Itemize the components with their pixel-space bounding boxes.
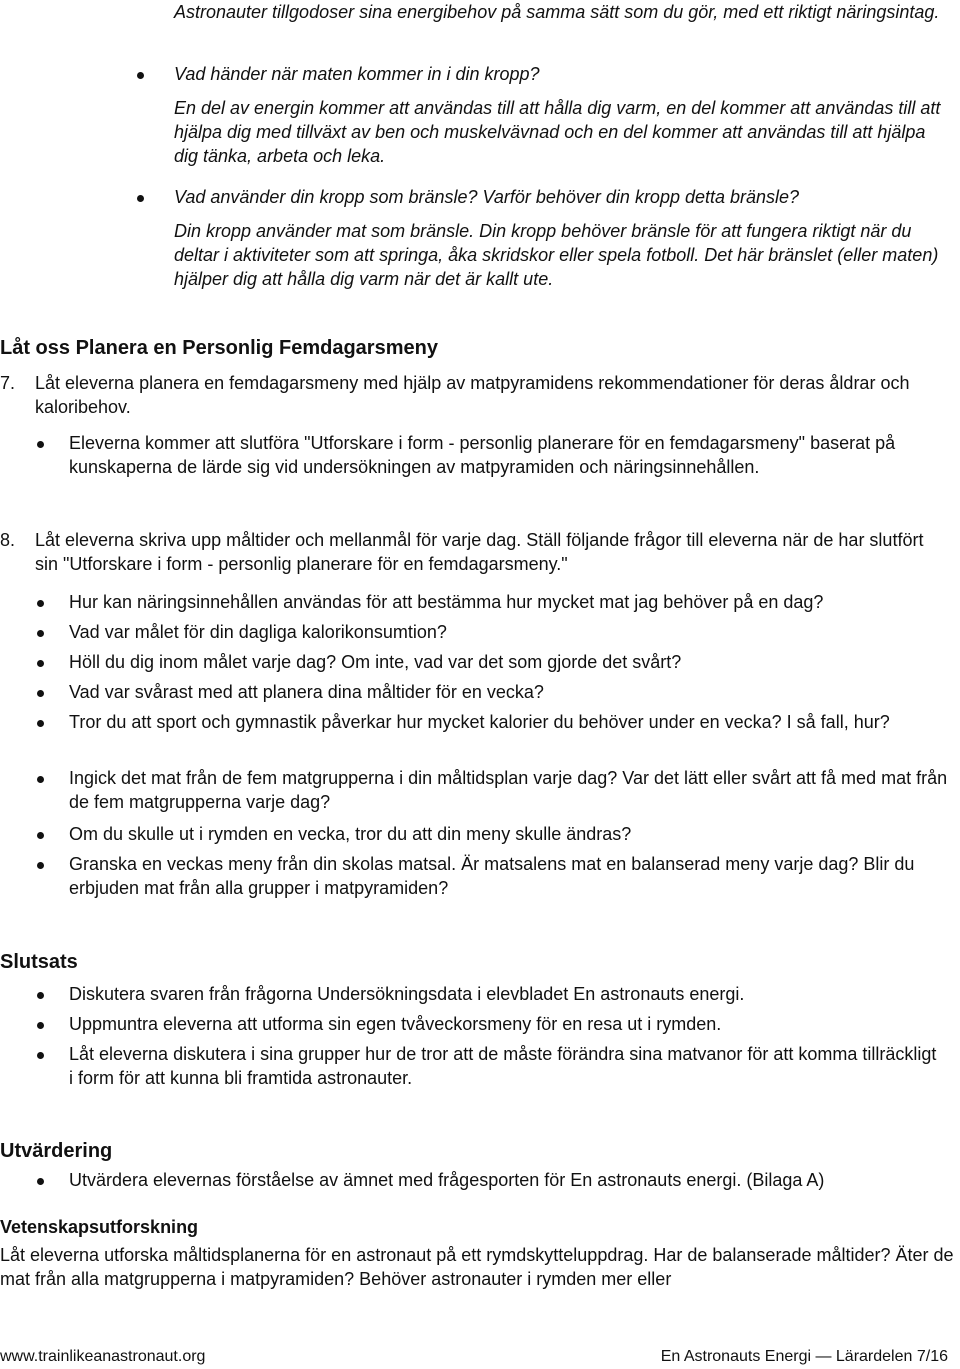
question-item: Om du skulle ut i rymden en vecka, tror du att din meny skulle ändras? bbox=[69, 824, 632, 844]
step-7-bullet: Eleverna kommer att slutföra "Utforskare i form - personlig planerare för en femdagarsmeny" baserat på kunskaperna de lärde sig vid undersökningen av matpyramiden och näringsinnehållen. bbox=[69, 433, 896, 477]
question-item: Höll du dig inom målet varje dag? Om inte, vad var det som gjorde det svårt? bbox=[69, 652, 682, 672]
bullet-icon bbox=[37, 1022, 44, 1029]
intro-paragraph: Astronauter tillgodoser sina energibehov på samma sätt som du gör, med ett riktigt näringsintag. bbox=[174, 2, 940, 22]
utvardering-heading: Utvärdering bbox=[0, 1140, 113, 1162]
question-item: Ingick det mat från de fem matgrupperna i din måltidsplan varje dag? Var det lätt eller svårt att få med mat från de fem matgrupperna varje dag? bbox=[69, 768, 948, 812]
intro-answer-2: Din kropp använder mat som bränsle. Din kropp behöver bränsle för att fungera riktigt när du deltar i aktiviteter som att springa, åka skridskor eller spela fotboll. Det här bränslet (eller maten) hjälper dig att hålla dig varm när det är kallt ute. bbox=[174, 221, 939, 289]
slutsats-item: Uppmuntra eleverna att utforma sin egen tvåveckorsmeny för en resa ut i rymden. bbox=[69, 1014, 722, 1034]
intro-question-1: Vad händer när maten kommer in i din kropp? bbox=[174, 64, 540, 84]
question-item: Vad var svårast med att planera dina måltider för en vecka? bbox=[69, 682, 544, 702]
footer-url-link[interactable]: www.trainlikeanastronaut.org bbox=[0, 1348, 206, 1365]
footer-title: En Astronauts Energi — Lärardelen 7/16 bbox=[660, 1348, 948, 1365]
bullet-icon bbox=[37, 832, 44, 839]
bullet-icon bbox=[37, 1052, 44, 1059]
vetenskap-heading: Vetenskapsutforskning bbox=[0, 1217, 199, 1237]
bullet-icon bbox=[37, 776, 44, 783]
bullet-icon bbox=[37, 720, 44, 727]
slutsats-heading: Slutsats bbox=[0, 951, 78, 973]
plan-heading: Låt oss Planera en Personlig Femdagarsmeny bbox=[0, 337, 438, 359]
bullet-icon bbox=[137, 72, 144, 79]
question-item: Granska en veckas meny från din skolas matsal. Är matsalens mat en balanserad meny varje dag? Blir du erbjuden mat från alla grupper i matpyramiden? bbox=[69, 854, 915, 898]
bullet-icon bbox=[37, 1178, 44, 1185]
question-item: Vad var målet för din dagliga kalorikonsumtion? bbox=[69, 622, 447, 642]
step-8-number: 8. bbox=[0, 530, 16, 550]
bullet-icon bbox=[37, 992, 44, 999]
step-8-text: Låt eleverna skriva upp måltider och mellanmål för varje dag. Ställ följande frågor till eleverna när de har slutfört sin "Utforskare i form - personlig planerare för en femdagarsmeny." bbox=[35, 530, 924, 574]
slutsats-item: Diskutera svaren från frågorna Undersökningsdata i elevbladet En astronauts energi. bbox=[69, 984, 745, 1004]
step-7-text: Låt eleverna planera en femdagarsmeny med hjälp av matpyramidens rekommendationer för deras åldrar och kaloribehov. bbox=[35, 373, 910, 417]
vetenskap-text: Låt eleverna utforska måltidsplanerna för en astronaut på ett rymdskytteluppdrag. Har de balanserade måltider? Äter de mat från alla matgrupperna i matpyramiden? Behöver astronauter i rymden mer eller bbox=[0, 1245, 954, 1289]
bullet-icon bbox=[37, 630, 44, 637]
slutsats-item: Låt eleverna diskutera i sina grupper hur de tror att de måste förändra sina matvanor för att komma tillräckligt i form för att kunna bli framtida astronauter. bbox=[69, 1044, 937, 1088]
intro-question-2: Vad använder din kropp som bränsle? Varför behöver din kropp detta bränsle? bbox=[174, 187, 800, 207]
bullet-icon bbox=[137, 195, 144, 202]
question-item: Tror du att sport och gymnastik påverkar hur mycket kalorier du behöver under en vecka? I så fall, hur? bbox=[69, 712, 890, 732]
question-item: Hur kan näringsinnehållen användas för att bestämma hur mycket mat jag behöver på en dag? bbox=[69, 592, 824, 612]
utvardering-item: Utvärdera elevernas förståelse av ämnet med frågesporten för En astronauts energi. (Bilaga A) bbox=[69, 1170, 825, 1190]
step-7-number: 7. bbox=[0, 373, 16, 393]
bullet-icon bbox=[37, 690, 44, 697]
bullet-icon bbox=[37, 862, 44, 869]
intro-answer-1: En del av energin kommer att användas till att hålla dig varm, en del kommer att användas till att hjälpa dig med tillväxt av ben och muskelvävnad och en del kommer att användas till att hjälpa dig tänka, arbeta och leka. bbox=[174, 98, 941, 166]
bullet-icon bbox=[37, 600, 44, 607]
bullet-icon bbox=[37, 660, 44, 667]
bullet-icon bbox=[37, 441, 44, 448]
